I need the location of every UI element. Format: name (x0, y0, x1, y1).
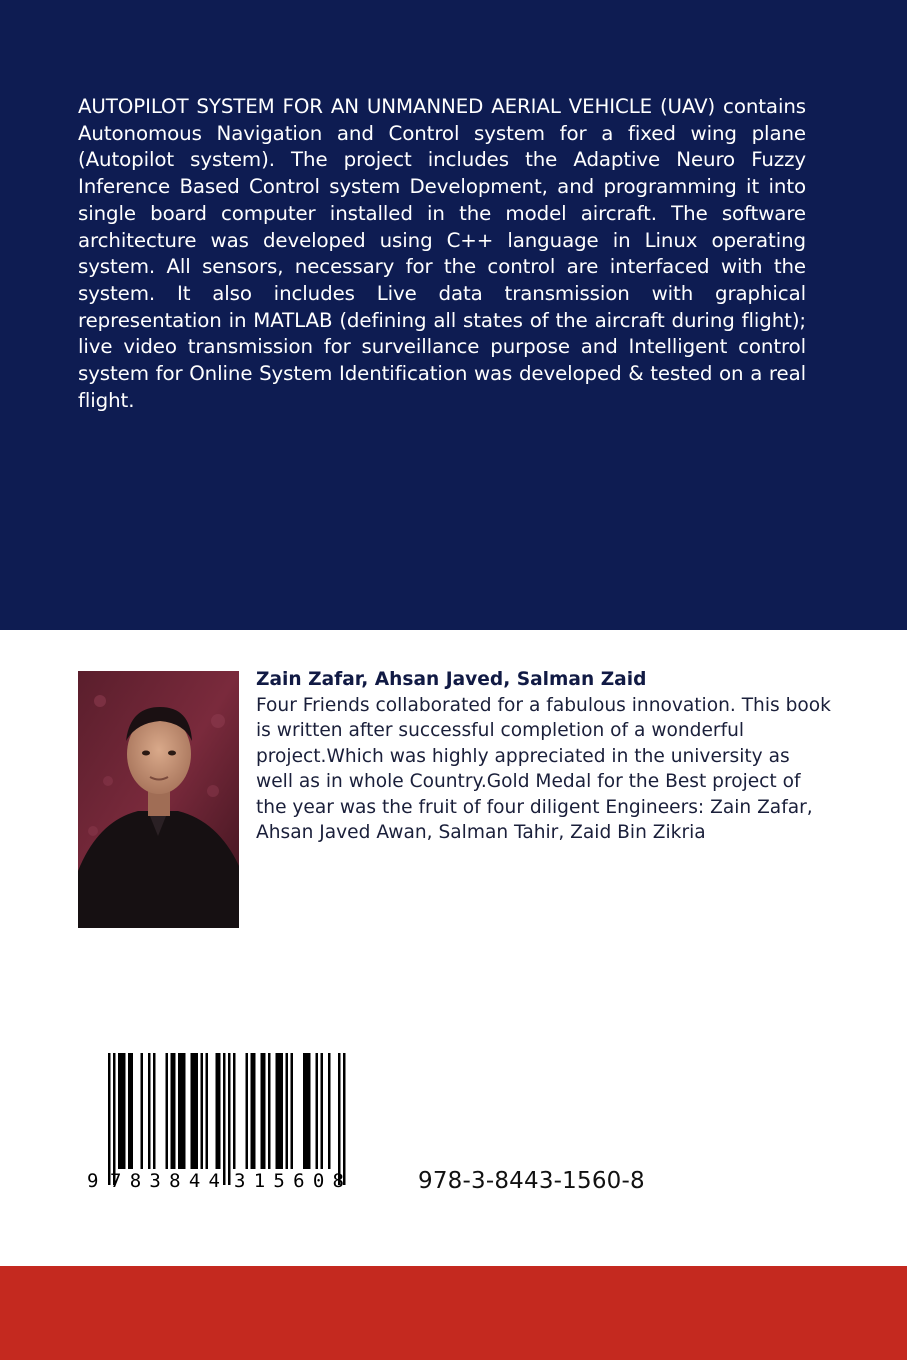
barcode-bar (128, 1053, 131, 1169)
barcode-bar (308, 1053, 311, 1169)
barcode-bar (278, 1053, 281, 1169)
barcode-bar (131, 1053, 134, 1169)
barcode-bar (153, 1053, 156, 1169)
barcode-bar (171, 1053, 174, 1169)
barcode-bar (316, 1053, 319, 1169)
barcode-bar (268, 1053, 271, 1169)
barcode-bar (216, 1053, 219, 1169)
author-photo (78, 671, 239, 928)
barcode-bar (201, 1053, 204, 1169)
barcode-bar (228, 1053, 231, 1185)
book-description: AUTOPILOT SYSTEM FOR AN UNMANNED AERIAL VEHICLE (UAV) contains Autonomous Navigation and Control system for a fixed wing plane (Autopilot system). The project includes the Adaptive Neuro Fuzzy Inference Based Control system Development, and programming it into single board computer installed in the model aircraft. The software architecture was developed using C++ language in Linux operating system. All sensors, necessary for the control are interfaced with the system. It also includes Live data transmission with graphical representation in MATLAB (defining all states of the aircraft during flight); live video transmission for surveillance purpose and Intelligent control system for Online System Identification was developed & tested on a real flight. (78, 95, 806, 412)
cover-bottom-band (0, 1266, 907, 1360)
barcode-bar (193, 1053, 196, 1169)
barcode-bar (178, 1053, 181, 1169)
barcode-bar (183, 1053, 186, 1169)
barcode-bar (253, 1053, 256, 1169)
barcode-bar (121, 1053, 124, 1169)
barcode-left-digits: 783844 (110, 1170, 220, 1192)
barcode-bar (191, 1053, 194, 1169)
barcode-bar (118, 1053, 121, 1169)
barcode-bar (173, 1053, 176, 1169)
barcode (84, 1053, 359, 1198)
barcode-bar (306, 1053, 309, 1169)
barcode-bar (303, 1053, 306, 1169)
barcode-bar (166, 1053, 169, 1169)
barcode-bar (263, 1053, 266, 1169)
barcode-bar (223, 1053, 226, 1185)
barcode-lead-digit: 9 (87, 1170, 99, 1192)
barcode-bar (181, 1053, 184, 1169)
isbn-number: 978-3-8443-1560-8 (418, 1168, 645, 1194)
author-names: Zain Zafar, Ahsan Javed, Salman Zaid (256, 669, 647, 690)
barcode-bar (218, 1053, 221, 1169)
barcode-bar (328, 1053, 331, 1169)
author-bio: Four Friends collaborated for a fabulous innovation. This book is written after successful completion of a wonderful project.Which was highly appreciated in the university as well as in whole Country.Gold Medal for the Best project of the year was the fruit of four diligent Engineers: Zain Zafar, Ahsan Javed Awan, Salman Tahir, Zaid Bin Zikria (256, 695, 831, 844)
barcode-bar (206, 1053, 209, 1169)
barcode-bar (113, 1053, 116, 1185)
barcode-bar (321, 1053, 324, 1169)
barcode-bar (276, 1053, 279, 1169)
barcode-bar (343, 1053, 346, 1185)
barcode-bar (148, 1053, 151, 1169)
barcode-bar (233, 1053, 236, 1169)
cover-top-panel (0, 0, 907, 630)
barcode-bar (291, 1053, 294, 1169)
barcode-bar (338, 1053, 341, 1185)
barcode-bar (251, 1053, 254, 1169)
barcode-bar (196, 1053, 199, 1169)
barcode-bar (281, 1053, 284, 1169)
barcode-bar (123, 1053, 126, 1169)
barcode-bar (286, 1053, 289, 1169)
barcode-bar (141, 1053, 144, 1169)
barcode-bar (108, 1053, 111, 1185)
barcode-bar (246, 1053, 249, 1169)
barcode-right-digits: 315608 (234, 1170, 344, 1192)
barcode-bar (261, 1053, 264, 1169)
